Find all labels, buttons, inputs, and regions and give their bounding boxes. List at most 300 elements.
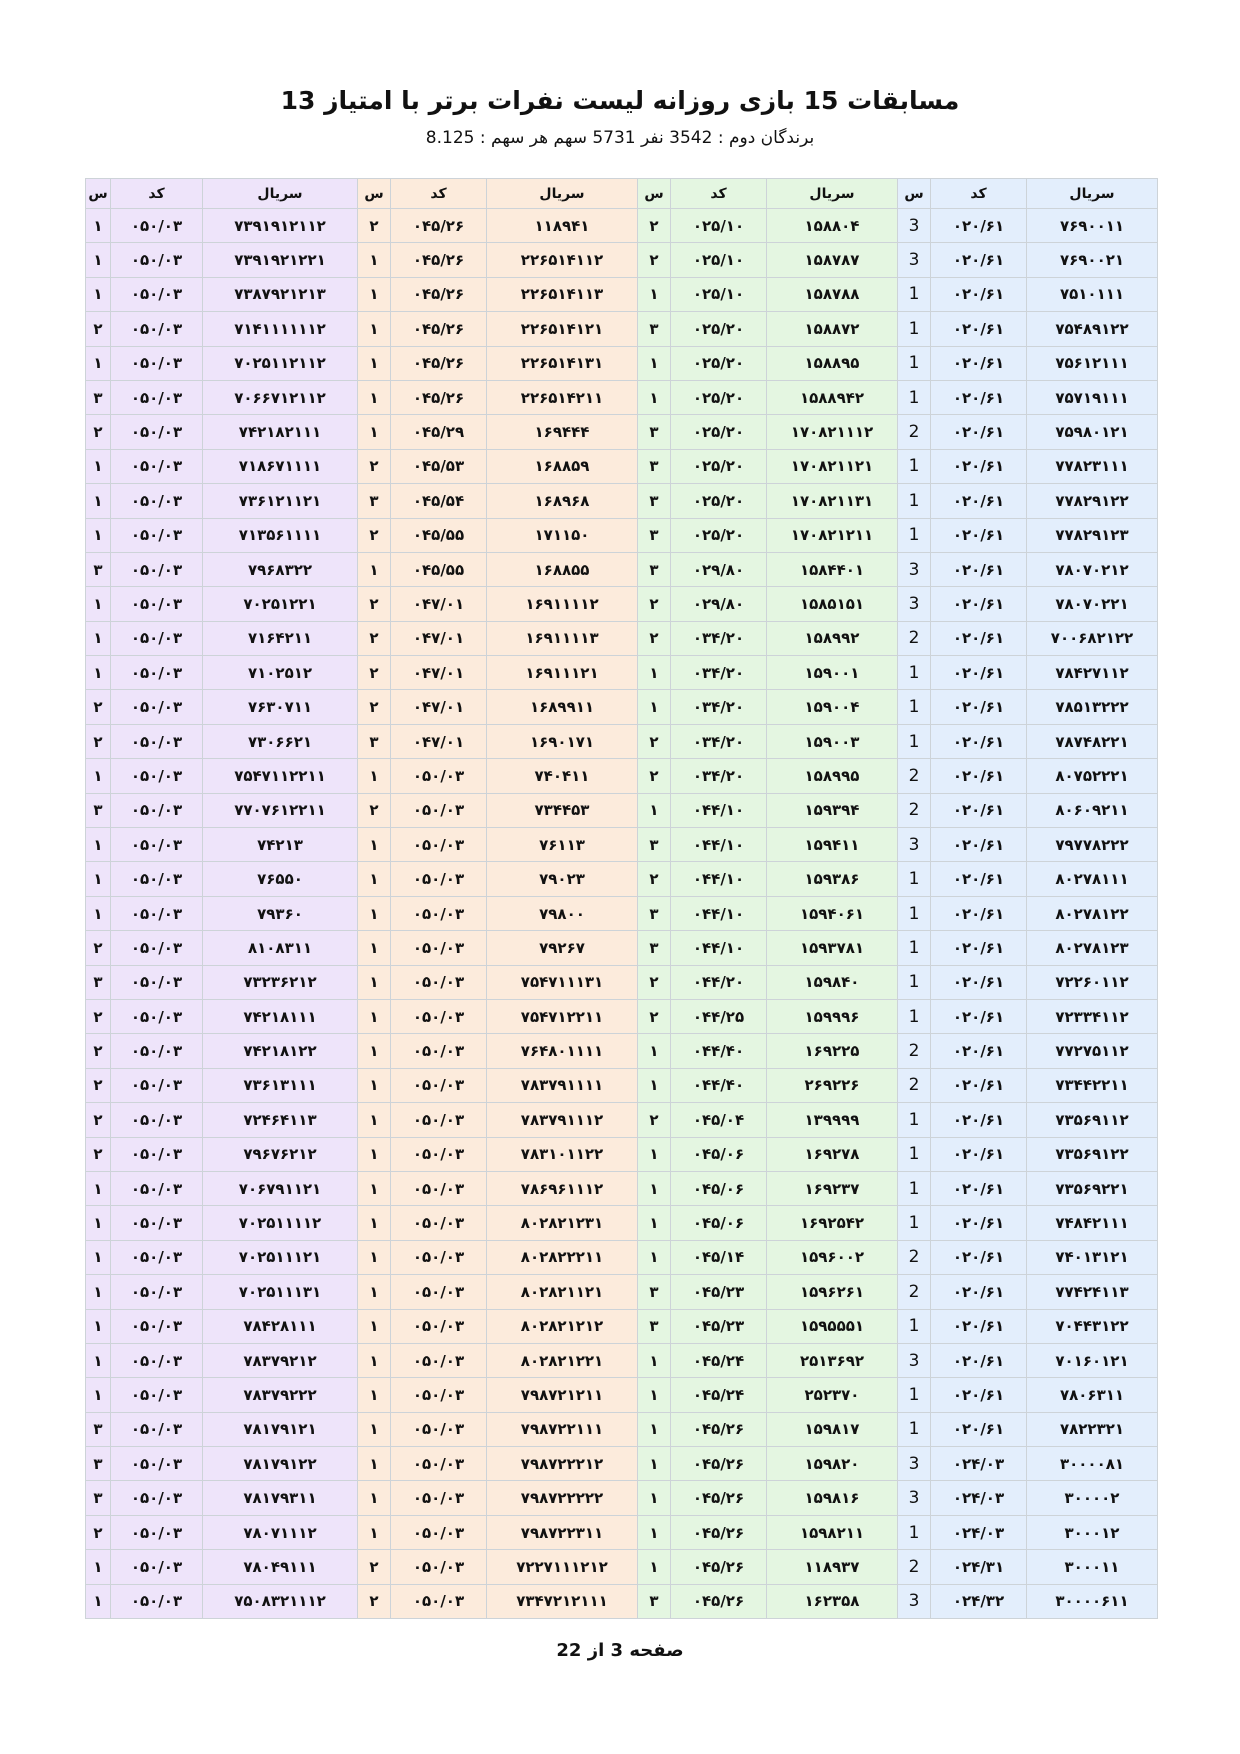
serial-cell: ۷۹۲۶۷ — [487, 931, 638, 965]
serial-cell: ۱۶۹۲۳۷ — [767, 1171, 898, 1205]
serial-cell: ۷۲۲۷۱۱۱۲۱۲ — [487, 1550, 638, 1584]
code-cell: ۰۵۰/۰۳ — [111, 965, 203, 999]
serial-cell: ۷۸۱۷۹۳۱۱ — [203, 1481, 358, 1515]
table-row — [86, 828, 1158, 862]
code-cell: ۰۵۰/۰۳ — [391, 759, 487, 793]
code-cell: ۰۲۰/۶۱ — [931, 656, 1027, 690]
serial-cell: ۱۵۹۸۲۰ — [767, 1447, 898, 1481]
code-cell: ۰۴۵/۰۶ — [671, 1206, 767, 1240]
serial-cell: ۲۲۶۵۱۴۱۳۱ — [487, 346, 638, 380]
table-row — [86, 312, 1158, 346]
table-row — [86, 724, 1158, 758]
serial-cell: ۷۲۳۳۴۱۱۲ — [1027, 999, 1158, 1033]
s-cell: 2 — [898, 1240, 931, 1274]
s-cell: ۱ — [638, 380, 671, 414]
serial-cell: ۷۰۲۵۱۲۲۱ — [203, 587, 358, 621]
s-cell: 1 — [898, 724, 931, 758]
code-cell: ۰۴۵/۰۶ — [671, 1171, 767, 1205]
table-row — [86, 1171, 1158, 1205]
code-cell: ۰۲۰/۶۱ — [931, 1137, 1027, 1171]
code-cell: ۰۵۰/۰۳ — [111, 243, 203, 277]
serial-cell: ۱۶۹۱۱۱۱۳ — [487, 621, 638, 655]
table-header-row — [86, 179, 1158, 209]
s-cell: ۲ — [86, 1515, 111, 1549]
table-row — [86, 1309, 1158, 1343]
header-s-2: س — [638, 179, 671, 209]
s-cell: ۳ — [638, 552, 671, 586]
serial-cell: ۷۹۷۷۸۲۲۲ — [1027, 828, 1158, 862]
serial-cell: ۱۷۰۸۲۱۱۲۱ — [767, 449, 898, 483]
serial-cell: ۷۸۲۲۳۲۱ — [1027, 1412, 1158, 1446]
serial-cell: ۷۹۸۷۲۱۲۱۱ — [487, 1378, 638, 1412]
serial-cell: ۱۵۹۳۷۸۱ — [767, 931, 898, 965]
code-cell: ۰۵۰/۰۳ — [391, 1447, 487, 1481]
serial-cell: ۳۰۰۰۰۲ — [1027, 1481, 1158, 1515]
table-row — [86, 1447, 1158, 1481]
code-cell: ۰۲۴/۳۲ — [931, 1584, 1027, 1618]
s-cell: ۱ — [86, 277, 111, 311]
serial-cell: ۷۳۹۱۹۲۱۲۲۱ — [203, 243, 358, 277]
code-cell: ۰۵۰/۰۳ — [111, 1343, 203, 1377]
code-cell: ۰۵۰/۰۳ — [111, 1240, 203, 1274]
s-cell: ۲ — [358, 518, 391, 552]
serial-cell: ۸۰۲۷۸۱۱۱ — [1027, 862, 1158, 896]
serial-cell: ۱۶۸۹۶۸ — [487, 484, 638, 518]
serial-cell: ۷۳۵۶۹۱۱۲ — [1027, 1103, 1158, 1137]
s-cell: 2 — [898, 415, 931, 449]
s-cell: 2 — [898, 1068, 931, 1102]
serial-cell: ۸۰۲۸۲۱۲۳۱ — [487, 1206, 638, 1240]
serial-cell: ۷۴۲۱۸۱۱۱ — [203, 999, 358, 1033]
code-cell: ۰۴۴/۲۰ — [671, 965, 767, 999]
s-cell: ۲ — [86, 1068, 111, 1102]
s-cell: 1 — [898, 965, 931, 999]
s-cell: 1 — [898, 484, 931, 518]
serial-cell: ۱۵۹۰۰۱ — [767, 656, 898, 690]
s-cell: ۱ — [358, 1103, 391, 1137]
code-cell: ۰۲۰/۶۱ — [931, 380, 1027, 414]
code-cell: ۰۴۷/۰۱ — [391, 656, 487, 690]
code-cell: ۰۵۰/۰۳ — [391, 1275, 487, 1309]
serial-cell: ۱۷۱۱۵۰ — [487, 518, 638, 552]
table-row — [86, 1068, 1158, 1102]
table-row — [86, 656, 1158, 690]
serial-cell: ۱۵۸۷۸۸ — [767, 277, 898, 311]
code-cell: ۰۲۰/۶۱ — [931, 793, 1027, 827]
code-cell: ۰۴۵/۵۵ — [391, 518, 487, 552]
code-cell: ۰۵۰/۰۳ — [111, 587, 203, 621]
s-cell: ۲ — [86, 690, 111, 724]
s-cell: ۱ — [86, 1171, 111, 1205]
code-cell: ۰۲۰/۶۱ — [931, 1343, 1027, 1377]
code-cell: ۰۲۰/۶۱ — [931, 312, 1027, 346]
s-cell: ۲ — [638, 587, 671, 621]
serial-cell: ۷۳۵۶۹۱۲۲ — [1027, 1137, 1158, 1171]
s-cell: ۱ — [638, 656, 671, 690]
serial-cell: ۷۹۶۸۳۲۲ — [203, 552, 358, 586]
table-row — [86, 346, 1158, 380]
s-cell: ۱ — [358, 312, 391, 346]
s-cell: ۳ — [86, 965, 111, 999]
code-cell: ۰۲۵/۲۰ — [671, 484, 767, 518]
serial-cell: ۱۵۹۸۱۷ — [767, 1412, 898, 1446]
code-cell: ۰۲۰/۶۱ — [931, 724, 1027, 758]
s-cell: ۲ — [638, 999, 671, 1033]
serial-cell: ۷۴۰۱۳۱۲۱ — [1027, 1240, 1158, 1274]
s-cell: ۱ — [638, 793, 671, 827]
code-cell: ۰۴۷/۰۱ — [391, 724, 487, 758]
serial-cell: ۷۴۰۴۱۱ — [487, 759, 638, 793]
code-cell: ۰۴۵/۲۳ — [671, 1309, 767, 1343]
code-cell: ۰۵۰/۰۳ — [391, 1068, 487, 1102]
s-cell: ۱ — [358, 1343, 391, 1377]
code-cell: ۰۵۰/۰۳ — [391, 965, 487, 999]
serial-cell: ۷۳۸۷۹۲۱۲۱۳ — [203, 277, 358, 311]
code-cell: ۰۲۵/۲۰ — [671, 346, 767, 380]
table-row — [86, 1103, 1158, 1137]
s-cell: ۳ — [638, 415, 671, 449]
code-cell: ۰۵۰/۰۳ — [391, 999, 487, 1033]
table-row — [86, 1378, 1158, 1412]
s-cell: ۱ — [358, 896, 391, 930]
serial-cell: ۷۹۸۷۲۲۲۲۲ — [487, 1481, 638, 1515]
serial-cell: ۷۰۱۶۰۱۲۱ — [1027, 1343, 1158, 1377]
serial-cell: ۱۶۸۸۵۵ — [487, 552, 638, 586]
code-cell: ۰۵۰/۰۳ — [391, 896, 487, 930]
code-cell: ۰۴۵/۵۵ — [391, 552, 487, 586]
s-cell: 1 — [898, 312, 931, 346]
s-cell: ۲ — [86, 999, 111, 1033]
s-cell: ۱ — [358, 965, 391, 999]
serial-cell: ۷۸۰۴۹۱۱۱ — [203, 1550, 358, 1584]
serial-cell: ۳۰۰۰۱۱ — [1027, 1550, 1158, 1584]
serial-cell: ۱۶۸۸۵۹ — [487, 449, 638, 483]
s-cell: ۱ — [86, 896, 111, 930]
s-cell: ۳ — [358, 484, 391, 518]
code-cell: ۰۲۰/۶۱ — [931, 1240, 1027, 1274]
s-cell: ۳ — [638, 896, 671, 930]
code-cell: ۰۲۰/۶۱ — [931, 1068, 1027, 1102]
table-row — [86, 999, 1158, 1033]
s-cell: 1 — [898, 346, 931, 380]
serial-cell: ۷۶۹۰۰۲۱ — [1027, 243, 1158, 277]
serial-cell: ۷۶۱۱۳ — [487, 828, 638, 862]
s-cell: ۱ — [638, 1206, 671, 1240]
table-row — [86, 862, 1158, 896]
s-cell: ۱ — [638, 1550, 671, 1584]
serial-cell: ۷۹۸۷۲۲۱۱۱ — [487, 1412, 638, 1446]
serial-cell: ۱۱۸۹۳۷ — [767, 1550, 898, 1584]
serial-cell: ۱۵۹۳۹۴ — [767, 793, 898, 827]
code-cell: ۰۵۰/۰۳ — [391, 1584, 487, 1618]
serial-cell: ۸۰۷۵۲۲۲۱ — [1027, 759, 1158, 793]
serial-cell: ۲۵۱۳۶۹۲ — [767, 1343, 898, 1377]
code-cell: ۰۵۰/۰۳ — [391, 793, 487, 827]
serial-cell: ۷۳۶۱۳۱۱۱ — [203, 1068, 358, 1102]
code-cell: ۰۴۵/۲۹ — [391, 415, 487, 449]
code-cell: ۰۲۰/۶۱ — [931, 862, 1027, 896]
code-cell: ۰۲۰/۶۱ — [931, 1206, 1027, 1240]
s-cell: ۱ — [86, 1378, 111, 1412]
code-cell: ۰۵۰/۰۳ — [391, 1171, 487, 1205]
s-cell: ۱ — [358, 243, 391, 277]
code-cell: ۰۵۰/۰۳ — [391, 828, 487, 862]
s-cell: ۱ — [638, 277, 671, 311]
serial-cell: ۷۰۰۶۸۲۱۲۲ — [1027, 621, 1158, 655]
code-cell: ۰۲۰/۶۱ — [931, 1171, 1027, 1205]
code-cell: ۰۵۰/۰۳ — [111, 518, 203, 552]
table-row — [86, 277, 1158, 311]
code-cell: ۰۵۰/۰۳ — [111, 1447, 203, 1481]
s-cell: ۲ — [86, 1103, 111, 1137]
code-cell: ۰۲۴/۰۳ — [931, 1481, 1027, 1515]
code-cell: ۰۴۷/۰۱ — [391, 587, 487, 621]
code-cell: ۰۴۵/۲۴ — [671, 1378, 767, 1412]
code-cell: ۰۲۰/۶۱ — [931, 621, 1027, 655]
code-cell: ۰۲۰/۶۱ — [931, 243, 1027, 277]
serial-cell: ۱۶۸۹۹۱۱ — [487, 690, 638, 724]
table-row — [86, 415, 1158, 449]
code-cell: ۰۲۰/۶۱ — [931, 931, 1027, 965]
s-cell: ۳ — [638, 449, 671, 483]
serial-cell: ۷۹۸۰۰ — [487, 896, 638, 930]
table-row — [86, 1240, 1158, 1274]
s-cell: 1 — [898, 518, 931, 552]
serial-cell: ۱۵۹۹۹۶ — [767, 999, 898, 1033]
serial-cell: ۱۵۸۴۴۰۱ — [767, 552, 898, 586]
serial-cell: ۱۳۹۹۹۹ — [767, 1103, 898, 1137]
code-cell: ۰۵۰/۰۳ — [111, 1137, 203, 1171]
serial-cell: ۷۵۴۷۱۲۲۱۱ — [487, 999, 638, 1033]
s-cell: 3 — [898, 587, 931, 621]
code-cell: ۰۵۰/۰۳ — [111, 415, 203, 449]
code-cell: ۰۵۰/۰۳ — [111, 1034, 203, 1068]
code-cell: ۰۵۰/۰۳ — [111, 621, 203, 655]
code-cell: ۰۳۴/۲۰ — [671, 656, 767, 690]
code-cell: ۰۲۰/۶۱ — [931, 1378, 1027, 1412]
s-cell: ۲ — [638, 209, 671, 243]
table-row — [86, 380, 1158, 414]
code-cell: ۰۲۵/۱۰ — [671, 243, 767, 277]
code-cell: ۰۲۴/۳۱ — [931, 1550, 1027, 1584]
s-cell: ۱ — [638, 1034, 671, 1068]
s-cell: ۱ — [638, 1240, 671, 1274]
code-cell: ۰۵۰/۰۳ — [111, 277, 203, 311]
code-cell: ۰۲۰/۶۱ — [931, 587, 1027, 621]
s-cell: ۱ — [358, 828, 391, 862]
s-cell: ۳ — [86, 1412, 111, 1446]
serial-cell: ۷۹۸۷۲۲۳۱۱ — [487, 1515, 638, 1549]
s-cell: ۱ — [638, 1068, 671, 1102]
code-cell: ۰۲۰/۶۱ — [931, 690, 1027, 724]
s-cell: ۱ — [638, 1481, 671, 1515]
code-cell: ۰۲۰/۶۱ — [931, 828, 1027, 862]
serial-cell: ۱۶۹۲۵۴۲ — [767, 1206, 898, 1240]
serial-cell: ۱۵۹۰۰۴ — [767, 690, 898, 724]
serial-cell: ۸۰۲۸۲۱۲۱۲ — [487, 1309, 638, 1343]
serial-cell: ۷۷۰۷۶۱۲۲۱۱ — [203, 793, 358, 827]
serial-cell: ۲۶۹۲۲۶ — [767, 1068, 898, 1102]
serial-cell: ۱۵۸۸۷۲ — [767, 312, 898, 346]
serial-cell: ۸۰۲۷۸۱۲۲ — [1027, 896, 1158, 930]
s-cell: ۲ — [358, 1550, 391, 1584]
code-cell: ۰۲۰/۶۱ — [931, 1103, 1027, 1137]
s-cell: ۱ — [358, 1068, 391, 1102]
code-cell: ۰۵۰/۰۳ — [111, 346, 203, 380]
s-cell: ۲ — [638, 1103, 671, 1137]
s-cell: ۳ — [638, 518, 671, 552]
serial-cell: ۷۷۸۲۳۱۱۱ — [1027, 449, 1158, 483]
serial-cell: ۱۵۹۸۴۰ — [767, 965, 898, 999]
serial-cell: ۷۷۸۲۹۱۲۲ — [1027, 484, 1158, 518]
s-cell: ۲ — [358, 209, 391, 243]
code-cell: ۰۲۰/۶۱ — [931, 346, 1027, 380]
code-cell: ۰۲۵/۲۰ — [671, 518, 767, 552]
s-cell: 1 — [898, 1137, 931, 1171]
serial-cell: ۱۵۹۳۸۶ — [767, 862, 898, 896]
s-cell: ۳ — [638, 312, 671, 346]
s-cell: ۳ — [638, 1309, 671, 1343]
serial-cell: ۱۵۸۸۹۴۲ — [767, 380, 898, 414]
s-cell: ۲ — [358, 1584, 391, 1618]
s-cell: 3 — [898, 1447, 931, 1481]
header-code-3: کد — [391, 179, 487, 209]
serial-cell: ۷۸۱۷۹۱۲۲ — [203, 1447, 358, 1481]
code-cell: ۰۴۵/۲۶ — [391, 346, 487, 380]
table-row — [86, 1515, 1158, 1549]
serial-cell: ۷۴۲۱۸۱۲۲ — [203, 1034, 358, 1068]
table-row — [86, 1137, 1158, 1171]
header-serial-4: سریال — [203, 179, 358, 209]
s-cell: 3 — [898, 1584, 931, 1618]
code-cell: ۰۴۵/۲۶ — [671, 1515, 767, 1549]
code-cell: ۰۲۵/۱۰ — [671, 209, 767, 243]
serial-cell: ۲۲۶۵۱۴۱۲۱ — [487, 312, 638, 346]
code-cell: ۰۵۰/۰۳ — [111, 724, 203, 758]
code-cell: ۰۵۰/۰۳ — [391, 1378, 487, 1412]
s-cell: ۱ — [86, 656, 111, 690]
code-cell: ۰۲۰/۶۱ — [931, 415, 1027, 449]
serial-cell: ۷۸۳۱۰۱۱۲۲ — [487, 1137, 638, 1171]
code-cell: ۰۵۰/۰۳ — [391, 1515, 487, 1549]
code-cell: ۰۲۰/۶۱ — [931, 518, 1027, 552]
s-cell: ۱ — [86, 1275, 111, 1309]
code-cell: ۰۵۰/۰۳ — [111, 1584, 203, 1618]
s-cell: ۱ — [86, 1584, 111, 1618]
s-cell: 1 — [898, 1515, 931, 1549]
serial-cell: ۷۸۱۷۹۱۲۱ — [203, 1412, 358, 1446]
s-cell: ۱ — [86, 862, 111, 896]
header-s-3: س — [358, 179, 391, 209]
s-cell: ۱ — [358, 931, 391, 965]
table-row — [86, 209, 1158, 243]
code-cell: ۰۴۵/۲۴ — [671, 1343, 767, 1377]
serial-cell: ۱۵۹۴۱۱ — [767, 828, 898, 862]
s-cell: ۱ — [86, 759, 111, 793]
serial-cell: ۷۵۴۷۱۱۱۳۱ — [487, 965, 638, 999]
code-cell: ۰۵۰/۰۳ — [391, 1103, 487, 1137]
s-cell: ۱ — [358, 1447, 391, 1481]
code-cell: ۰۳۴/۲۰ — [671, 621, 767, 655]
header-code-4: کد — [111, 179, 203, 209]
code-cell: ۰۵۰/۰۳ — [111, 828, 203, 862]
code-cell: ۰۵۰/۰۳ — [391, 1481, 487, 1515]
s-cell: ۱ — [358, 759, 391, 793]
code-cell: ۰۴۵/۵۳ — [391, 449, 487, 483]
code-cell: ۰۵۰/۰۳ — [111, 1275, 203, 1309]
serial-cell: ۷۴۸۴۲۱۱۱ — [1027, 1206, 1158, 1240]
page-title: مسابقات 15 بازی روزانه لیست نفرات برتر با امتیاز 13 — [280, 86, 960, 115]
code-cell: ۰۲۹/۸۰ — [671, 587, 767, 621]
serial-cell: ۷۷۲۷۵۱۱۲ — [1027, 1034, 1158, 1068]
s-cell: 1 — [898, 931, 931, 965]
s-cell: 1 — [898, 1103, 931, 1137]
s-cell: ۱ — [358, 1034, 391, 1068]
s-cell: ۱ — [86, 828, 111, 862]
s-cell: 1 — [898, 896, 931, 930]
header-serial-3: سریال — [487, 179, 638, 209]
s-cell: ۲ — [358, 793, 391, 827]
code-cell: ۰۵۰/۰۳ — [391, 1034, 487, 1068]
code-cell: ۰۴۴/۱۰ — [671, 828, 767, 862]
serial-cell: ۷۶۹۰۰۱۱ — [1027, 209, 1158, 243]
serial-cell: ۳۰۰۰۰۸۱ — [1027, 1447, 1158, 1481]
serial-cell: ۷۰۶۶۷۱۲۱۱۲ — [203, 380, 358, 414]
serial-cell: ۷۸۵۱۳۲۲۲ — [1027, 690, 1158, 724]
s-cell: 1 — [898, 690, 931, 724]
code-cell: ۰۴۴/۴۰ — [671, 1034, 767, 1068]
table-row — [86, 1481, 1158, 1515]
s-cell: ۱ — [86, 243, 111, 277]
serial-cell: ۷۵۷۱۹۱۱۱ — [1027, 380, 1158, 414]
code-cell: ۰۲۰/۶۱ — [931, 1412, 1027, 1446]
code-cell: ۰۲۹/۸۰ — [671, 552, 767, 586]
serial-cell: ۲۲۶۵۱۴۲۱۱ — [487, 380, 638, 414]
s-cell: ۱ — [86, 621, 111, 655]
serial-cell: ۷۸۳۷۹۱۱۱۲ — [487, 1103, 638, 1137]
code-cell: ۰۵۰/۰۳ — [111, 759, 203, 793]
table-row — [86, 1343, 1158, 1377]
serial-cell: ۷۸۴۲۸۱۱۱ — [203, 1309, 358, 1343]
code-cell: ۰۵۰/۰۳ — [111, 793, 203, 827]
table-row — [86, 1206, 1158, 1240]
serial-cell: ۷۰۲۵۱۱۱۲۱ — [203, 1240, 358, 1274]
serial-cell: ۷۸۰۶۳۱۱ — [1027, 1378, 1158, 1412]
code-cell: ۰۴۵/۰۶ — [671, 1137, 767, 1171]
serial-cell: ۱۵۸۸۰۴ — [767, 209, 898, 243]
serial-cell: ۷۱۸۶۷۱۱۱۱ — [203, 449, 358, 483]
s-cell: ۳ — [638, 1275, 671, 1309]
s-cell: 1 — [898, 862, 931, 896]
s-cell: ۱ — [638, 1378, 671, 1412]
s-cell: ۳ — [638, 484, 671, 518]
code-cell: ۰۲۰/۶۱ — [931, 896, 1027, 930]
s-cell: 3 — [898, 1343, 931, 1377]
code-cell: ۰۲۰/۶۱ — [931, 277, 1027, 311]
serial-cell: ۱۵۸۹۹۲ — [767, 621, 898, 655]
code-cell: ۰۵۰/۰۳ — [111, 1378, 203, 1412]
s-cell: ۲ — [86, 415, 111, 449]
serial-cell: ۱۵۸۷۸۷ — [767, 243, 898, 277]
serial-cell: ۱۷۰۸۲۱۱۱۲ — [767, 415, 898, 449]
table-row — [86, 552, 1158, 586]
s-cell: 3 — [898, 209, 931, 243]
s-cell: ۱ — [86, 1309, 111, 1343]
s-cell: ۳ — [86, 793, 111, 827]
s-cell: ۱ — [358, 346, 391, 380]
serial-cell: ۷۶۵۵۰ — [203, 862, 358, 896]
code-cell: ۰۲۵/۱۰ — [671, 277, 767, 311]
